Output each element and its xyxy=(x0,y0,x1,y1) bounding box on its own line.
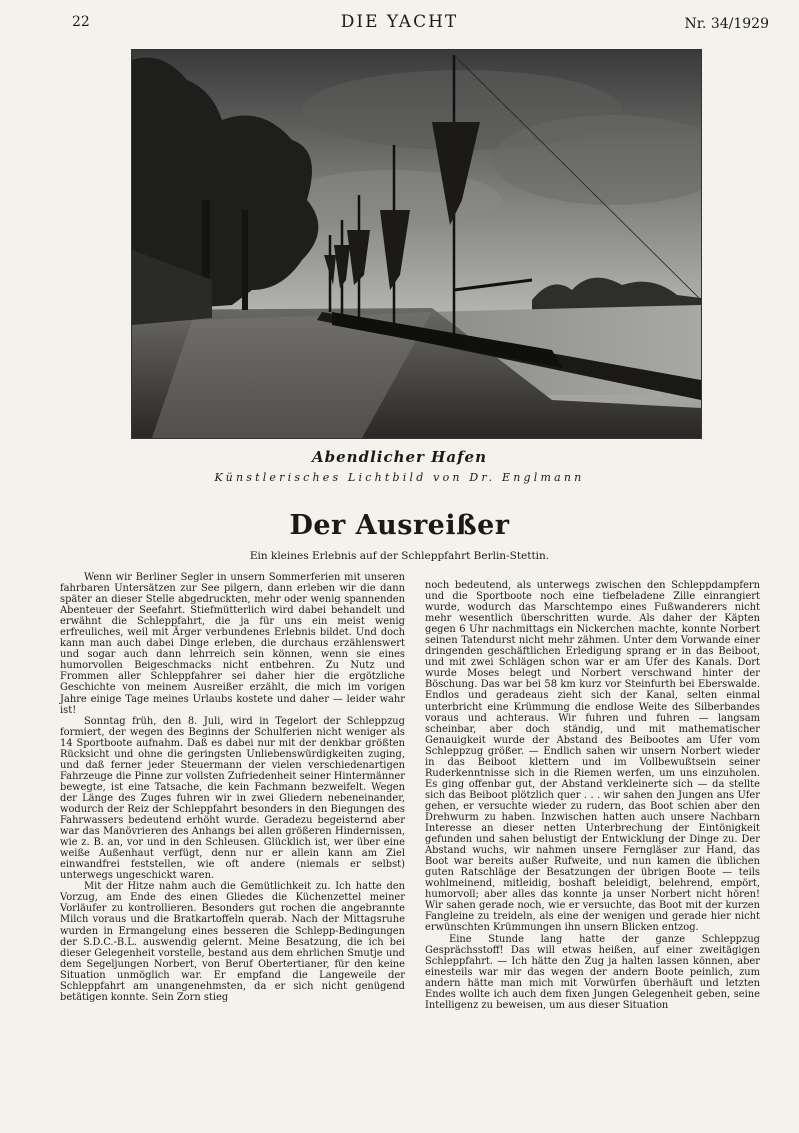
harbor-photograph xyxy=(131,49,702,439)
article-column-left xyxy=(60,572,405,1003)
paragraph: Eine Stunde lang hatte der ganze Schleppzug Gesprächsstoff! Das will etwas heißen, auf einer zweitägigen Schleppfahrt. — Ich hätte den Zug ja halten lassen können, aber einesteils war mir das wegen der andern Boote peinlich, zum andern hätte man mich mit Vorwürfen überhäuft und letzten Endes wollte ich auch dem fixen Jungen Gelegenheit geben, seine Intelligenz zu beweisen, um aus dieser Situation xyxy=(425,933,760,1011)
photo-caption-title: Abendlicher Hafen xyxy=(312,448,487,466)
paragraph: Sonntag früh, den 8. Juli, wird in Tegelort der Schleppzug formiert, der wegen des Beginns der Schulferien nicht weniger als 14 Sportboote aufnahm. Daß es dabei nur mit der denkbar größten Rücksicht und ohne die geringsten Unliebenswürdigkeiten zuging, und daß ferner jeder Steuermann der vielen verschiedenartigen Fahrzeuge die Pinne zur vollsten Zufriedenheit seiner Hintermänner bewegte, ist eine Tatsache, die kein Fachmann bezweifelt. Wegen der Länge des Zuges fuhren wir in zwei Gliedern nebeneinander, wodurch der Reiz der Schleppfahrt besonders in den Biegungen des Fahrwassers bedeutend erhöht wurde. Geradezu begeisternd aber war das Manövrieren des Anhangs bei allen größeren Hindernissen, wie z. B. an, vor und in den Schleusen. Glücklich ist, wer über eine weiße Außenhaut verfügt, denn nur er allein kann am Ziel einwandfrei feststellen, wie oft andere (niemals er selbst) unterwegs ungeschickt waren. xyxy=(60,715,405,882)
page-header xyxy=(0,12,799,36)
magazine-title: DIE YACHT xyxy=(340,12,459,32)
page-number: 22 xyxy=(72,14,90,30)
paragraph: Wenn wir Berliner Segler in unsern Sommerferien mit unseren fahrbaren Untersätzen zur See pilgern, dann erleben wir die dann später an dieser Stelle abgedruckten, mehr oder wenig spannenden Abenteuer der Seefahrt. Stiefmütterlich wird dabei behandelt und erwähnt die Schleppfahrt, die ja für uns ein meist wenig erfreuliches, weil mit Ärger verbundenes Erlebnis bildet. Und doch kann man auch dabei Dinge erleben, die durchaus erzählenswert und sogar auch dann lehrreich sein können, wenn sie eines humorvollen Beigeschmacks nicht entbehren. Zu Nutz und Frommen aller Schleppfahrer sei daher hier die ergötzliche Geschichte von meinem Ausreißer erzählt, die mich im vorigen Jahre einige Tage meines Urlaubs kostete und daher — leider wahr ist! xyxy=(60,572,405,716)
paragraph: noch bedeutend, als unterwegs zwischen den Schleppdampfern und die Sportboote noch eine tiefbeladene Zille einrangiert wurde, wodurch das Marschtempo eines Fußwanderers nicht mehr wesentlich überschritten wurde. Als daher der Käpten gegen 6 Uhr nachmittags ein Nickerchen machte, konnte Norbert seinen Tatendurst nicht mehr zähmen. Unter dem Vorwande einer dringenden geschäftlichen Erledigung sprang er in das Beiboot, und mit zwei Schlägen schon war er am Ufer des Kanals. Dort wurde Moses belegt und Norbert verschwand hinter der Böschung. Das war bei 58 km kurz vor Steinfurth bei Eberswalde. Endlos und geradeaus zieht sich der Kanal, selten einmal unterbricht eine Krümmung die endlose Weite des Silberbandes voraus und achteraus. Wir fuhren und fuhren — langsam scheinbar, aber doch ständig, und mit mathematischer Genauigkeit wurde der Abstand des Beibootes am Ufer vom Schleppzug größer. — Endlich sahen wir unsern Norbert wieder in das Beiboot klettern und im Vollbewußtsein seiner Ruderkenntnisse sich in die Riemen werfen, um uns einzuholen. Es ging offenbar gut, der Abstand verkleinerte sich — da stellte sich das Beiboot plötzlich quer . . . wir sahen den Jungen ans Ufer gehen, er versuchte wieder zu rudern, das Boot schien aber den Drehwurm zu haben. Inzwischen hatten auch unsere Nachbarn Interesse an dieser netten Unterbrechung der Eintönigkeit gefunden und sahen belustigt der Entwicklung der Dinge zu. Der Abstand wuchs, wir nahmen unsere Ferngläser zur Hand, das Boot war bereits außer Rufweite, und nun kamen die üblichen guten Ratschläge der Besatzungen der übrigen Boote — teils wohlmeinend, mitleidig, boshaft beleidigt, belehrend, empört, humorvoll; aber alles das konnte ja unser Norbert nicht hören! Wir sahen gerade noch, wie er versuchte, das Boot mit der kurzen Fangleine zu treideln, als eine der wenigen und gerade hier nicht erwünschten Krümmungen ihn unsern Blicken entzog. xyxy=(425,580,760,934)
article-column-right xyxy=(425,580,760,1011)
article-subtitle: Ein kleines Erlebnis auf der Schleppfahrt Berlin-Stettin. xyxy=(249,550,550,562)
issue-number: Nr. 34/1929 xyxy=(684,16,769,32)
paragraph: Mit der Hitze nahm auch die Gemütlichkeit zu. Ich hatte den Vorzug, am Ende des einen Gliedes die Küchenzettel meiner Vorläufer zu kontrollieren. Besonders gut rochen die angebrannte Milch voraus und die Bratkartoffeln querab. Nach der Mittagsruhe wurden in Ermangelung eines besseren die Schlepp-Bedingungen der S.D.C.-B.L. auswendig gelernt. Meine Besatzung, die ich bei dieser Gelegenheit vorstelle, bestand aus dem ehrlichen Smutje und dem Segeljungen Norbert, von Beruf Obertertianer, für den keine Situation unmöglich war. Er empfand die Langeweile der Schleppfahrt am unangenehmsten, da er sich nicht genügend betätigen konnte. Sein Zorn stieg xyxy=(60,881,405,1003)
article-title: Der Ausreißer xyxy=(289,510,510,541)
photo-credit: Künstlerisches Lichtbild von Dr. Englmann xyxy=(214,471,585,484)
